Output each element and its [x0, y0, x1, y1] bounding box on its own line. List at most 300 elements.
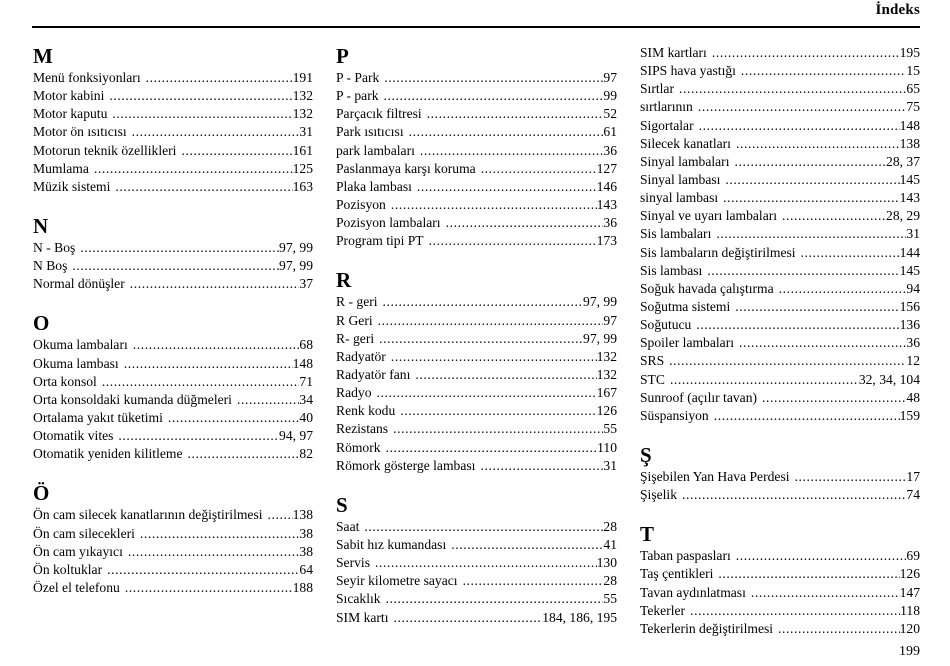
dot-leader [125, 579, 293, 597]
entry-term: Sis lambası [640, 262, 703, 278]
dot-leader [237, 391, 299, 409]
index-entry [336, 536, 617, 554]
index-column-3 [640, 44, 920, 638]
entry-term: R- geri [336, 330, 375, 346]
entry-pages: 110 [597, 439, 617, 455]
entry-pages: 52 [603, 106, 617, 122]
entry-pages: 68 [299, 337, 313, 353]
entry-term: SRS [640, 353, 665, 369]
entry-pages: 38 [299, 525, 313, 541]
dot-leader [80, 239, 279, 257]
dot-leader [718, 565, 899, 583]
dot-leader [795, 468, 907, 486]
section-letter: P [336, 44, 349, 68]
entry-term: Program tipi PT [336, 233, 424, 249]
index-entry [640, 262, 920, 280]
index-entry [33, 87, 313, 105]
entry-pages: 74 [906, 487, 920, 503]
index-section [336, 44, 617, 250]
entry-term: R Geri [336, 312, 373, 328]
dot-leader [386, 439, 598, 457]
index-entry [336, 420, 617, 438]
entry-term: sırtlarının [640, 99, 693, 115]
dot-leader [736, 135, 900, 153]
dot-leader [415, 366, 596, 384]
index-entry [33, 427, 313, 445]
dot-leader [364, 518, 603, 536]
entry-term: Soğutma sistemi [640, 298, 731, 314]
entry-pages: 97, 99 [583, 294, 617, 310]
entry-term: Müzik sistemi [33, 178, 111, 194]
section-letter: T [640, 522, 655, 547]
index-entry [33, 445, 313, 463]
entry-term: Motorun teknik özellikleri [33, 142, 177, 158]
entry-pages: 36 [603, 215, 617, 231]
entry-pages: 61 [603, 124, 617, 140]
entry-pages: 130 [596, 555, 617, 571]
entry-pages: 184, 186, 195 [542, 609, 617, 625]
header-title: İndeks [875, 2, 920, 18]
index-entry [33, 142, 313, 160]
dot-leader [118, 427, 279, 445]
index-entry [640, 298, 920, 316]
dot-leader [393, 609, 542, 627]
index-entry [336, 142, 617, 160]
section-letter: O [33, 311, 50, 336]
index-entry [640, 584, 920, 602]
section-letter: M [33, 44, 53, 68]
entry-term: Pozisyon [336, 196, 386, 212]
index-entry [336, 312, 617, 330]
entry-pages: 94 [906, 280, 920, 296]
entry-pages: 65 [906, 81, 920, 97]
entry-pages: 148 [292, 355, 313, 371]
index-entry [336, 160, 617, 178]
entry-term: Sis lambaları [640, 226, 712, 242]
entry-pages: 15 [906, 63, 920, 79]
entry-pages: 99 [603, 88, 617, 104]
index-entry [640, 280, 920, 298]
index-entry [33, 275, 313, 293]
entry-pages: 38 [299, 543, 313, 559]
entry-term: Sinyal lambaları [640, 153, 730, 169]
entry-pages: 147 [899, 584, 920, 600]
index-entry [33, 579, 313, 597]
index-entry [640, 565, 920, 583]
dot-leader [133, 336, 300, 354]
entry-pages: 145 [899, 171, 920, 187]
section-gap [640, 425, 920, 443]
entry-term: Şişebilen Yan Hava Perdesi [640, 468, 790, 484]
entry-pages: 41 [603, 536, 617, 552]
entry-pages: 173 [596, 233, 617, 249]
entry-term: Normal dönüşler [33, 276, 125, 292]
index-entry [640, 80, 920, 98]
dot-leader [107, 561, 299, 579]
entry-term: Sıcaklık [336, 591, 381, 607]
section-letter: R [336, 268, 352, 293]
index-entry [640, 407, 920, 425]
entry-pages: 75 [906, 99, 920, 115]
section-letter: Ş [640, 442, 652, 467]
index-section [33, 481, 313, 597]
entry-term: Römork [336, 439, 381, 455]
dot-leader [751, 584, 900, 602]
dot-leader [94, 160, 293, 178]
index-section [33, 311, 313, 463]
entry-pages: 97 [603, 312, 617, 328]
index-entry [33, 336, 313, 354]
entry-pages: 28, 29 [886, 208, 920, 224]
entry-term: Tekerler [640, 602, 686, 618]
entry-term: SIPS hava yastığı [640, 63, 736, 79]
index-entry [640, 547, 920, 565]
entry-term: Saat [336, 518, 360, 534]
index-entry [336, 609, 617, 627]
index-entry [640, 62, 920, 80]
index-entry [33, 105, 313, 123]
index-entry [640, 189, 920, 207]
index-entry [640, 602, 920, 620]
dot-leader [130, 275, 300, 293]
entry-term: Taş çentikleri [640, 566, 714, 582]
dot-leader [146, 69, 293, 87]
dot-leader [393, 420, 603, 438]
entry-term: Motor ön ısıtıcısı [33, 124, 127, 140]
index-entry [33, 257, 313, 275]
entry-pages: 82 [299, 446, 313, 462]
entry-term: Silecek kanatları [640, 135, 731, 151]
entry-pages: 31 [603, 457, 617, 473]
dot-leader [417, 178, 597, 196]
entry-term: STC [640, 371, 665, 387]
entry-pages: 148 [899, 117, 920, 133]
header-rule [32, 26, 920, 28]
index-entry [33, 69, 313, 87]
entry-pages: 28, 37 [886, 153, 920, 169]
index-entry [33, 355, 313, 373]
entry-pages: 188 [292, 579, 313, 595]
entry-pages: 146 [596, 178, 617, 194]
dot-leader [741, 62, 906, 80]
dot-leader [679, 80, 906, 98]
entry-term: Römork gösterge lambası [336, 457, 476, 473]
entry-term: Sinyal lambası [640, 171, 721, 187]
dot-leader [782, 207, 886, 225]
entry-term: Seyir kilometre sayacı [336, 573, 458, 589]
index-entry [336, 572, 617, 590]
entry-pages: 143 [899, 190, 920, 206]
dot-leader [115, 178, 292, 196]
dot-leader [446, 214, 604, 232]
index-entry [640, 171, 920, 189]
entry-term: N - Boş [33, 239, 76, 255]
entry-term: park lambaları [336, 142, 415, 158]
dot-leader [72, 257, 279, 275]
index-entry [33, 506, 313, 524]
entry-term: Renk kodu [336, 403, 396, 419]
dot-leader [386, 590, 604, 608]
index-entry [336, 178, 617, 196]
section-gap [33, 463, 313, 481]
dot-leader [481, 160, 597, 178]
entry-pages: 28 [603, 573, 617, 589]
entry-term: Otomatik yeniden kilitleme [33, 446, 183, 462]
entry-pages: 195 [899, 45, 920, 60]
entry-pages: 126 [596, 403, 617, 419]
section-letter: N [33, 213, 49, 238]
entry-pages: 55 [603, 421, 617, 437]
dot-leader [762, 389, 906, 407]
index-entry [336, 87, 617, 105]
entry-term: Orta konsol [33, 373, 97, 389]
entry-term: SIM kartları [640, 45, 707, 60]
index-entry [640, 207, 920, 225]
entry-pages: 138 [899, 135, 920, 151]
index-entry [336, 402, 617, 420]
entry-term: Mumlama [33, 160, 89, 176]
index-section [640, 443, 920, 504]
index-entry [640, 352, 920, 370]
dot-leader [378, 312, 604, 330]
index-entry [336, 196, 617, 214]
dot-leader [779, 280, 907, 298]
entry-term: Ön cam silecekleri [33, 525, 135, 541]
dot-leader [384, 69, 603, 87]
entry-term: P - Park [336, 70, 380, 85]
entry-pages: 36 [603, 142, 617, 158]
entry-term: Sis lambaların değiştirilmesi [640, 244, 796, 260]
index-entry [640, 98, 920, 116]
entry-term: Plaka lambası [336, 178, 412, 194]
entry-pages: 69 [906, 548, 920, 564]
entry-term: N Boş [33, 258, 68, 274]
index-entry [336, 590, 617, 608]
dot-leader [409, 123, 604, 141]
index-entry [336, 554, 617, 572]
dot-leader [670, 371, 859, 389]
entry-term: Orta konsoldaki kumanda düğmeleri [33, 391, 232, 407]
entry-term: Spoiler lambaları [640, 335, 734, 351]
dot-leader [140, 525, 299, 543]
entry-term: Otomatik vites [33, 428, 114, 444]
dot-leader [188, 445, 300, 463]
entry-term: Ortalama yakıt tüketimi [33, 409, 163, 425]
dot-leader [669, 352, 906, 370]
dot-leader [268, 506, 293, 524]
entry-term: Okuma lambası [33, 355, 119, 371]
index-entry [336, 330, 617, 348]
page-number: 199 [899, 644, 920, 659]
entry-pages: 125 [292, 160, 313, 176]
entry-term: SIM kartı [336, 609, 389, 625]
dot-leader [109, 87, 292, 105]
index-entry [640, 225, 920, 243]
entry-pages: 31 [906, 226, 920, 242]
index-entry [336, 105, 617, 123]
index-entry [640, 334, 920, 352]
dot-leader [723, 189, 899, 207]
index-entry [33, 409, 313, 427]
index-entry [336, 348, 617, 366]
entry-pages: 191 [292, 70, 313, 85]
entry-pages: 97, 99 [279, 258, 313, 274]
index-entry [640, 153, 920, 171]
entry-pages: 132 [292, 88, 313, 104]
section-gap [336, 475, 617, 493]
dot-leader [124, 355, 293, 373]
dot-leader [375, 554, 597, 572]
entry-pages: 37 [299, 276, 313, 292]
dot-leader [735, 298, 899, 316]
entry-term: Radyatör [336, 348, 386, 364]
dot-leader [778, 620, 900, 638]
entry-term: Radyo [336, 385, 372, 401]
index-entry [336, 366, 617, 384]
entry-term: Soğuk havada çalıştırma [640, 280, 774, 296]
entry-pages: 36 [906, 335, 920, 351]
entry-pages: 145 [899, 262, 920, 278]
entry-pages: 126 [899, 566, 920, 582]
entry-pages: 143 [596, 196, 617, 212]
index-entry [640, 244, 920, 262]
index-entry [33, 160, 313, 178]
dot-leader [420, 142, 604, 160]
entry-term: Taban paspasları [640, 548, 731, 564]
entry-term: Paslanmaya karşı koruma [336, 160, 476, 176]
entry-term: Ön cam yıkayıcı [33, 543, 123, 559]
index-section [336, 493, 617, 627]
entry-pages: 28 [603, 518, 617, 534]
entry-term: Pozisyon lambaları [336, 215, 441, 231]
index-entry [33, 373, 313, 391]
dot-leader [714, 407, 900, 425]
index-entry [336, 439, 617, 457]
dot-leader [377, 384, 597, 402]
entry-term: Parçacık filtresi [336, 106, 422, 122]
entry-term: Servis [336, 555, 370, 571]
index-entry [336, 518, 617, 536]
index-entry [640, 371, 920, 389]
entry-pages: 144 [899, 244, 920, 260]
entry-term: Süspansiyon [640, 407, 709, 423]
index-entry [640, 486, 920, 504]
index-entry [640, 468, 920, 486]
index-entry [336, 457, 617, 475]
entry-pages: 167 [596, 385, 617, 401]
dot-leader [429, 232, 597, 250]
entry-pages: 161 [292, 142, 313, 158]
entry-term: P - park [336, 88, 379, 104]
entry-pages: 71 [299, 373, 313, 389]
index-entry [336, 69, 617, 87]
entry-term: Okuma lambaları [33, 337, 128, 353]
entry-pages: 48 [906, 389, 920, 405]
dot-leader [725, 171, 899, 189]
index-column-2 [336, 44, 617, 627]
dot-leader [379, 330, 583, 348]
entry-pages: 32, 34, 104 [858, 371, 920, 387]
dot-leader [168, 409, 300, 427]
index-entry [640, 117, 920, 135]
dot-leader [128, 543, 300, 561]
index-entry [33, 239, 313, 257]
entry-term: Soğutucu [640, 317, 692, 333]
entry-term: Şişelik [640, 487, 678, 503]
entry-term: Motor kabini [33, 88, 105, 104]
entry-pages: 136 [899, 317, 920, 333]
entry-pages: 132 [596, 348, 617, 364]
dot-leader [690, 602, 900, 620]
index-entry [33, 178, 313, 196]
section-gap [33, 293, 313, 311]
entry-term: Ön koltuklar [33, 561, 103, 577]
section-letter: S [336, 492, 348, 517]
index-section [336, 268, 617, 474]
entry-pages: 97, 99 [279, 239, 313, 255]
index-entry [640, 620, 920, 638]
dot-leader [112, 105, 292, 123]
entry-term: Menü fonksiyonları [33, 70, 141, 85]
entry-pages: 163 [292, 178, 313, 194]
entry-pages: 97 [603, 70, 617, 85]
entry-term: Sunroof (açılır tavan) [640, 389, 758, 405]
entry-term: Motor kaputu [33, 106, 108, 122]
entry-pages: 118 [900, 602, 920, 618]
dot-leader [451, 536, 603, 554]
entry-term: Park ısıtıcısı [336, 124, 404, 140]
index-section [33, 44, 313, 196]
dot-leader [480, 457, 603, 475]
entry-pages: 132 [596, 366, 617, 382]
dot-leader [391, 196, 597, 214]
entry-pages: 31 [299, 124, 313, 140]
entry-term: Özel el telefonu [33, 579, 120, 595]
entry-pages: 127 [596, 160, 617, 176]
entry-pages: 159 [899, 407, 920, 423]
section-gap [336, 250, 617, 268]
index-entry [336, 232, 617, 250]
dot-leader [734, 153, 886, 171]
index-section [640, 522, 920, 638]
dot-leader [427, 105, 604, 123]
dot-leader [696, 316, 899, 334]
index-entry [336, 384, 617, 402]
dot-leader [699, 117, 900, 135]
entry-pages: 12 [906, 353, 920, 369]
entry-pages: 97, 99 [583, 330, 617, 346]
dot-leader [707, 262, 899, 280]
entry-term: R - geri [336, 294, 378, 310]
index-entry [640, 316, 920, 334]
index-column-1 [33, 44, 313, 597]
index-entry [640, 44, 920, 62]
section-gap [640, 504, 920, 522]
dot-leader [132, 123, 300, 141]
entry-pages: 132 [292, 106, 313, 122]
dot-leader [102, 373, 300, 391]
index-entry [33, 543, 313, 561]
entry-term: sinyal lambası [640, 190, 719, 206]
index-entry [640, 135, 920, 153]
entry-term: Ön cam silecek kanatlarının değiştirilmesi [33, 507, 263, 523]
dot-leader [739, 334, 906, 352]
dot-leader [181, 142, 292, 160]
dot-leader [383, 293, 583, 311]
entry-pages: 120 [899, 620, 920, 636]
entry-term: Sabit hız kumandası [336, 536, 447, 552]
index-entry [33, 391, 313, 409]
